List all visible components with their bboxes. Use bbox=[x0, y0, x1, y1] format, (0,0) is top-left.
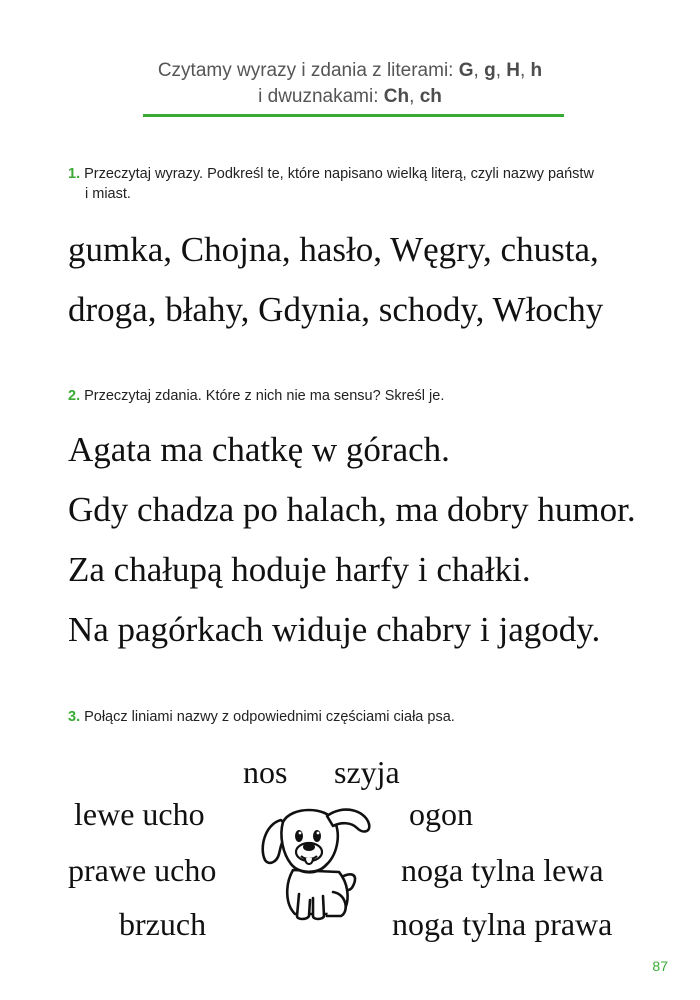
letter-g: g bbox=[484, 60, 496, 81]
exercise-1-instruction-line-2: i miast. bbox=[85, 186, 131, 202]
letter-H: H bbox=[506, 60, 520, 81]
header-divider bbox=[143, 114, 564, 117]
label-nos: nos bbox=[243, 754, 288, 790]
exercise-3-instruction-text: Połącz liniami nazwy z odpowiednimi częściami ciała psa. bbox=[84, 709, 455, 725]
label-brzuch: brzuch bbox=[119, 906, 207, 942]
digraph-Ch: Ch bbox=[383, 86, 410, 107]
exercise-3-number: 3. bbox=[68, 709, 81, 725]
exercise-3-instruction bbox=[68, 707, 455, 727]
exercise-2-number: 2. bbox=[68, 388, 81, 404]
digraph-ch: ch bbox=[419, 86, 442, 107]
exercise-2-instruction-text: Przeczytaj zdania. Które z nich nie ma sensu? Skreśl je. bbox=[84, 388, 445, 404]
dog-icon bbox=[255, 800, 375, 925]
sentence-4: Na pagórkach widuje chabry i jagody. bbox=[68, 610, 601, 649]
header-line-2: i dwuznakami: Ch, ch bbox=[258, 86, 442, 107]
exercise-2-instruction bbox=[68, 386, 444, 406]
letter-G: G bbox=[458, 60, 474, 81]
label-lewe-ucho: lewe ucho bbox=[74, 796, 205, 832]
sentence-1: Agata ma chatkę w górach. bbox=[68, 430, 450, 469]
exercise-1-instruction bbox=[68, 164, 594, 204]
exercise-1-words-line-1: gumka, Chojna, hasło, Węgry, chusta, bbox=[68, 230, 599, 269]
page-number: 87 bbox=[652, 958, 668, 974]
label-prawe-ucho: prawe ucho bbox=[68, 852, 217, 888]
letter-h: h bbox=[530, 60, 543, 81]
header-line-1-text: Czytamy wyrazy i zdania z literami: bbox=[157, 60, 454, 81]
page-header bbox=[110, 58, 590, 110]
header-line-2-text: i dwuznakami: bbox=[258, 86, 379, 107]
label-ogon: ogon bbox=[409, 796, 473, 832]
label-szyja: szyja bbox=[334, 754, 400, 790]
label-noga-tylna-lewa: noga tylna lewa bbox=[401, 852, 604, 888]
exercise-1-instruction-line-1: Przeczytaj wyrazy. Podkreśl te, które napisano wielką literą, czyli nazwy państw bbox=[84, 166, 594, 182]
exercise-1-words-line-2: droga, błahy, Gdynia, schody, Włochy bbox=[68, 290, 604, 329]
label-noga-tylna-prawa: noga tylna prawa bbox=[392, 906, 613, 942]
sentence-2: Gdy chadza po halach, ma dobry humor. bbox=[68, 490, 636, 529]
header-line-1: Czytamy wyrazy i zdania z literami: G, g, H, h bbox=[157, 60, 543, 81]
sentence-3: Za chałupą hoduje harfy i chałki. bbox=[68, 550, 531, 589]
exercise-1-number: 1. bbox=[68, 166, 81, 182]
